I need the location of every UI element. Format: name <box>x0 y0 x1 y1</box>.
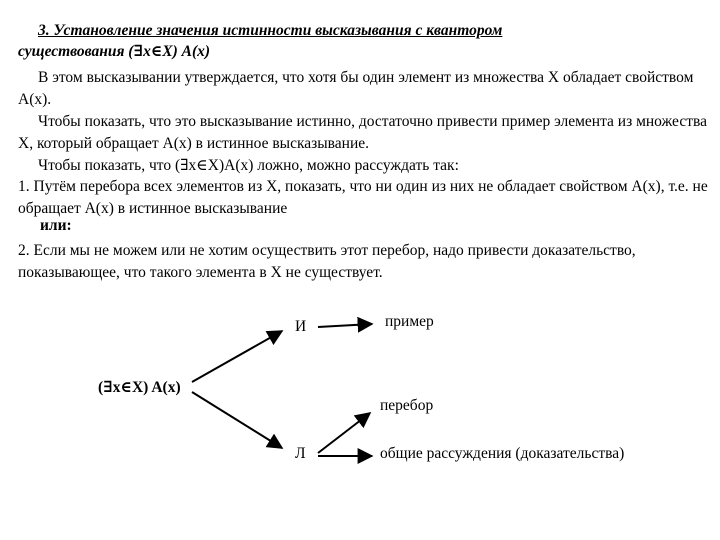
paragraph-5: 2. Если мы не можем или не хотим осуществить этот перебор, надо привести доказательство, показывающее, что такого элемента в X не существует. <box>18 242 636 281</box>
edge-true-to-example <box>318 324 372 327</box>
edge-root-to-false <box>192 392 282 448</box>
root-node: (∃x∈X) A(x) <box>98 379 181 396</box>
label-example: пример <box>385 313 434 330</box>
label-enumeration: перебор <box>380 397 434 414</box>
edge-root-to-true <box>192 331 282 382</box>
edge-false-to-search <box>318 413 370 453</box>
title-line-2: существования (∃x∈X) A(x) <box>18 43 211 60</box>
title-line-1: 3. Установление значения истинности высказывания с квантором <box>38 22 503 39</box>
label-general-proof: общие рассуждения (доказательства) <box>380 445 625 462</box>
paragraph-4: 1. Путём перебора всех элементов из X, показать, что ни один из них не обладает свойством A(x), т.е. не обращает A(x) в истинное высказывание <box>18 178 708 217</box>
paragraph-2: Чтобы показать, что это высказывание истинно, достаточно привести пример элемента из множества X, который обращает A(x) в истинное высказывание. <box>18 113 707 152</box>
false-node: Л <box>295 445 306 462</box>
paragraph-3: Чтобы показать, что (∃x∈X)A(x) ложно, можно рассуждать так: <box>38 157 459 174</box>
true-node: И <box>295 318 307 335</box>
paragraph-1: В этом высказывании утверждается, что хотя бы один элемент из множества X обладает свойством A(x). <box>18 69 694 108</box>
or-connector: или: <box>40 217 72 234</box>
